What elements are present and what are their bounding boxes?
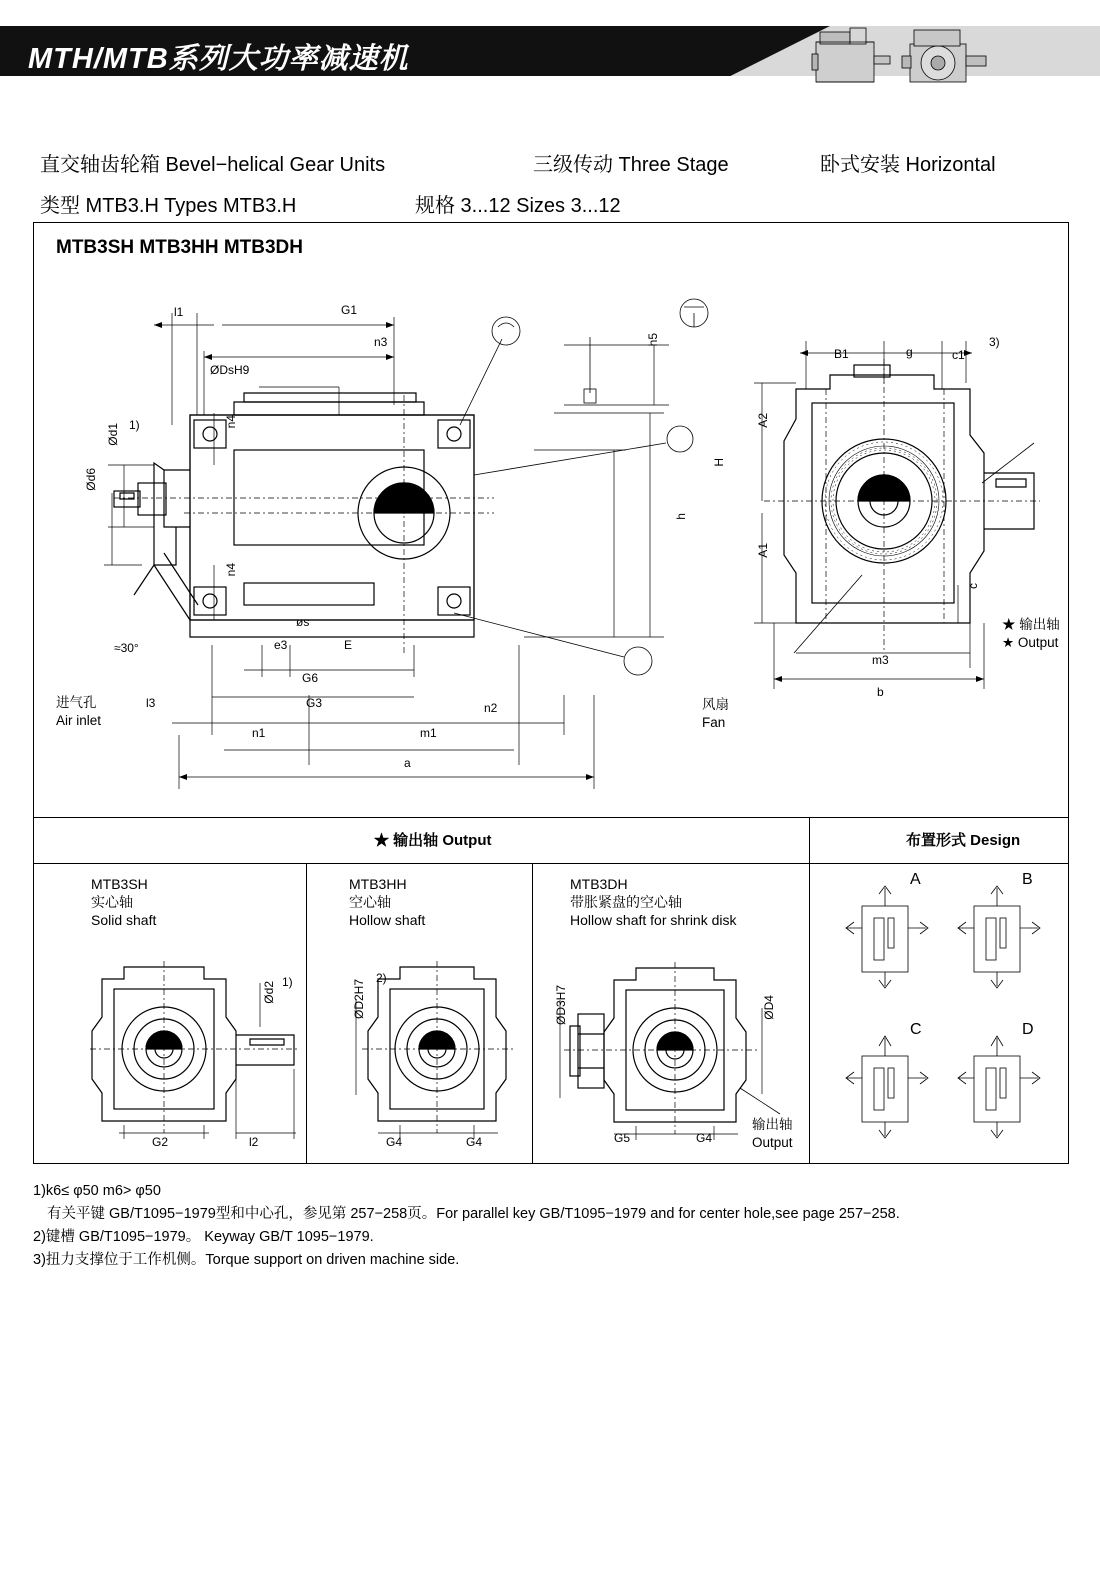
label-d1: Ød1 (106, 423, 120, 446)
label-g: g (906, 345, 913, 359)
variant-2-code: MTB3HH (349, 876, 407, 892)
label-G3: G3 (306, 696, 323, 710)
label-n3: n3 (374, 335, 388, 349)
label-e3: e3 (274, 638, 288, 652)
variant-3-en: Hollow shaft for shrink disk (570, 912, 737, 928)
label-h5: h5 (646, 333, 660, 347)
variant-3-code: MTB3DH (570, 876, 628, 892)
label-B1: B1 (834, 347, 849, 361)
footnote-1b: 有关平键 GB/T1095−1979型和中心孔，参见第 257−258页。For parallel key GB/T1095−1979 and for center hole,see page 257−258. (47, 1206, 900, 1222)
label-G4b: G4 (466, 1135, 483, 1149)
page-title: MTH/MTB系列大功率减速机 (28, 43, 409, 75)
label-G4c: G4 (696, 1131, 713, 1145)
label-out-en: Output (752, 1135, 793, 1150)
end-view-drawing (734, 323, 1054, 783)
output-section-header: ★ 输出轴 Output (374, 832, 492, 849)
label-H: H (712, 458, 726, 467)
label-c: c (966, 583, 980, 589)
label-l2: l2 (249, 1135, 259, 1149)
variant-3-caption (570, 875, 737, 929)
design-label-A: A (910, 871, 921, 888)
label-b: b (877, 685, 884, 699)
page-header (0, 0, 1100, 100)
footnote-2: 2)键槽 GB/T1095−1979。 Keyway GB/T 1095−1979. (33, 1229, 374, 1245)
label-note1b: 1) (282, 975, 293, 989)
variant-1-caption (91, 875, 156, 929)
side-view-drawing (94, 265, 714, 805)
label-s: øs (296, 615, 310, 629)
panel-divider-2 (34, 863, 1068, 864)
label-G2: G2 (152, 1135, 169, 1149)
label-out-cn: 输出轴 (752, 1117, 793, 1132)
label-E: E (344, 638, 353, 652)
variant-1-en: Solid shaft (91, 912, 157, 928)
variant-2-en: Hollow shaft (349, 912, 426, 928)
label-m3: m3 (872, 653, 889, 667)
subtitle-sizes: 规格 3...12 Sizes 3...12 (415, 195, 621, 217)
label-m1: m1 (420, 726, 437, 740)
label-D3H7: ØD3H7 (554, 985, 568, 1026)
label-air-inlet-en: Air inlet (56, 713, 102, 728)
design-label-C: C (910, 1021, 922, 1038)
label-note2: 2) (376, 971, 387, 985)
panel-title: MTB3SH MTB3HH MTB3DH (56, 237, 303, 258)
drawing-panel (33, 222, 1069, 1164)
label-fan-en: Fan (702, 715, 726, 730)
design-section-header: 布置形式 Design (906, 832, 1021, 849)
label-G6: G6 (302, 671, 319, 685)
footnote-1: 1)k6≤ φ50 m6> φ50 (33, 1183, 161, 1199)
label-DsH9: ØDsH9 (210, 363, 250, 377)
subtitle-horizontal: 卧式安装 Horizontal (820, 154, 996, 176)
label-d2: Ød2 (262, 981, 276, 1004)
gearbox-photos (810, 20, 1000, 100)
design-label-D: D (1022, 1021, 1034, 1038)
label-air-inlet-cn: 进气孔 (56, 695, 97, 710)
label-c1: c1 (952, 348, 965, 362)
footnotes (33, 1180, 1067, 1272)
label-D2H7: ØD2H7 (352, 979, 366, 1020)
design-label-B: B (1022, 871, 1033, 888)
label-n4-top: n4 (224, 415, 238, 429)
variant-2-cn: 空心轴 (349, 894, 391, 910)
label-G5: G5 (614, 1131, 631, 1145)
panel-divider-1 (34, 817, 1068, 818)
label-fan-cn: 风扇 (702, 697, 729, 712)
label-d6: Ød6 (84, 468, 98, 491)
variant-2-caption (349, 875, 425, 929)
label-output-star-cn: ★ 输出轴 (1002, 617, 1060, 632)
subtitle-three-stage: 三级传动 Three Stage (533, 154, 729, 176)
design-variants (824, 868, 1064, 1158)
label-G1: G1 (341, 303, 358, 317)
label-G4a: G4 (386, 1135, 403, 1149)
label-A2: A2 (756, 413, 770, 428)
label-note1a: 1) (129, 418, 140, 432)
subtitle-types: 类型 MTB3.H Types MTB3.H (40, 195, 297, 217)
label-n2: n2 (484, 701, 498, 715)
label-n1: n1 (252, 726, 266, 740)
label-a: a (404, 756, 411, 770)
variant-2-drawing (334, 943, 534, 1143)
variant-3-cn: 带胀紧盘的空心轴 (570, 894, 682, 910)
label-l1: l1 (174, 305, 184, 319)
label-n4-bottom: n4 (224, 563, 238, 577)
variant-1-code: MTB3SH (91, 876, 148, 892)
label-h: h (674, 513, 688, 520)
footnote-3: 3)扭力支撑位于工作机侧。Torque support on driven machine side. (33, 1252, 460, 1268)
label-l3: l3 (146, 696, 156, 710)
label-D4: ØD4 (762, 995, 776, 1020)
label-A1: A1 (756, 543, 770, 558)
variant-1-cn: 实心轴 (91, 894, 133, 910)
label-angle: ≈30° (114, 641, 139, 655)
variant-1-drawing (64, 943, 314, 1143)
subtitle-bevel-helical: 直交轴齿轮箱 Bevel−helical Gear Units (40, 154, 386, 176)
label-output-star-en: ★ Output (1002, 635, 1059, 650)
label-note3: 3) (989, 335, 1000, 349)
